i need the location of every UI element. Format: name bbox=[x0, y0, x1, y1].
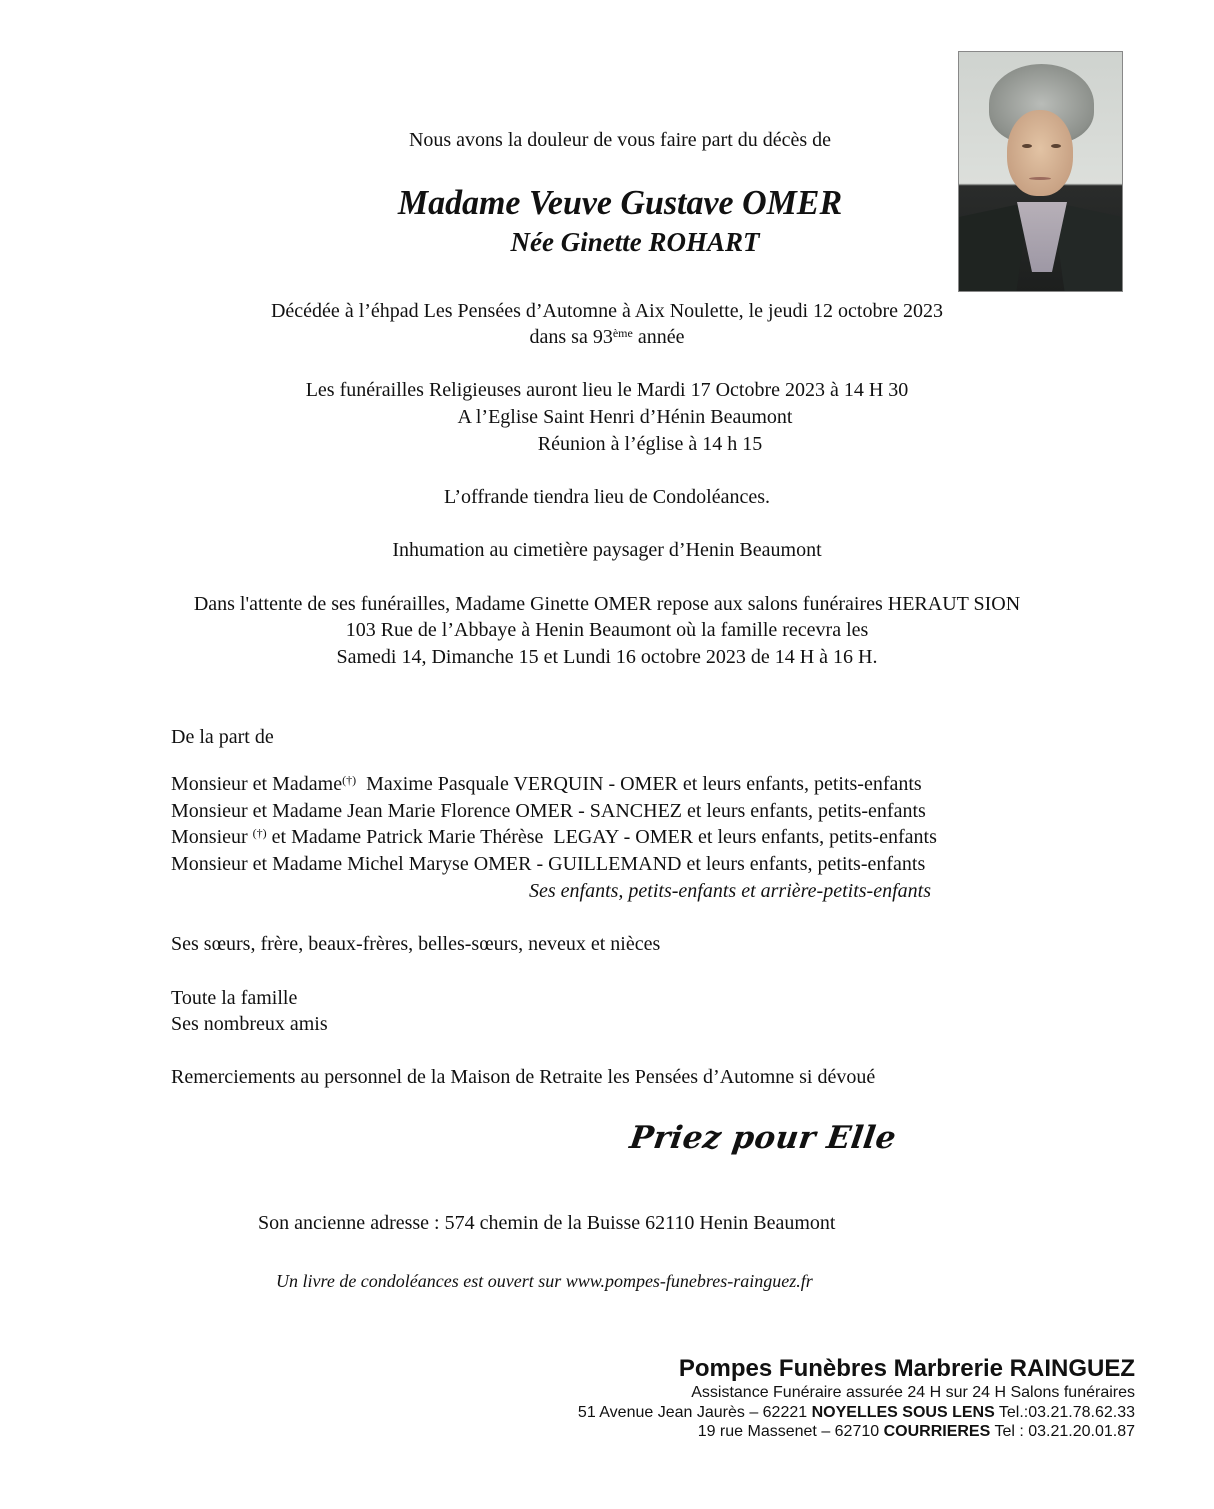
age-line bbox=[0, 324, 1214, 350]
family-text: Monsieur et Madame Jean Marie Florence OMER - SANCHEZ et leurs enfants, petits-enfants bbox=[171, 800, 926, 822]
address-1-city: NOYELLES SOUS LENS bbox=[811, 1403, 995, 1421]
age-prefix: dans sa 93 bbox=[529, 326, 613, 348]
address-1-street: 51 Avenue Jean Jaurès – 62221 bbox=[577, 1403, 812, 1421]
siblings-line: Ses sœurs, frère, beaux-frères, belles-sœurs, neveux et nièces bbox=[171, 933, 661, 955]
assistance-line: Assistance Funéraire assurée 24 H sur 24 H Salons funéraires bbox=[691, 1384, 1135, 1401]
funeral-date: Les funérailles Religieuses auront lieu le Mardi 17 Octobre 2023 à 14 H 30 bbox=[305, 379, 909, 401]
family-line bbox=[171, 851, 925, 877]
address-2-street: 19 rue Massenet – 62710 bbox=[697, 1423, 884, 1440]
former-address: Son ancienne adresse : 574 chemin de la Buisse 62110 Henin Beaumont bbox=[258, 1212, 836, 1234]
deceased-name: Madame Veuve Gustave OMER bbox=[397, 183, 843, 222]
address-line-2 bbox=[578, 1422, 1135, 1442]
deceased-mark: (†) bbox=[342, 773, 357, 787]
photo-face bbox=[1007, 110, 1073, 196]
repose-line-1: Dans l'attente de ses funérailles, Madame Ginette OMER repose aux salons funéraires HERAUT SION bbox=[193, 593, 1021, 615]
friends-line: Ses nombreux amis bbox=[171, 1013, 328, 1035]
prayer-script: Priez pour Elle bbox=[627, 1120, 899, 1156]
offering-note: L’offrande tiendra lieu de Condoléances. bbox=[444, 486, 770, 508]
family-text: Maxime Pasquale VERQUIN - OMER et leurs enfants, petits-enfants bbox=[356, 773, 922, 795]
funeral-home-footer bbox=[578, 1355, 1135, 1442]
repose-line-2: 103 Rue de l’Abbaye à Henin Beaumont où la famille recevra les bbox=[345, 619, 869, 641]
photo-eye-right bbox=[1051, 144, 1061, 148]
death-details: Décédée à l’éhpad Les Pensées d’Automne à Aix Noulette, le jeudi 12 octobre 2023 bbox=[270, 300, 943, 322]
burial-note: Inhumation au cimetière paysager d’Henin Beaumont bbox=[392, 539, 822, 561]
funeral-church: A l’Eglise Saint Henri d’Hénin Beaumont bbox=[457, 406, 793, 428]
family-text: Monsieur et Madame Michel Maryse OMER - GUILLEMAND et leurs enfants, petits-enfants bbox=[171, 853, 926, 875]
whole-family-line: Toute la famille bbox=[171, 987, 298, 1009]
repose-line-3: Samedi 14, Dimanche 15 et Lundi 16 octobre 2023 de 14 H à 16 H. bbox=[336, 646, 878, 668]
family-text: Monsieur bbox=[171, 826, 253, 848]
funeral-gathering: Réunion à l’église à 14 h 15 bbox=[537, 433, 763, 455]
family-line bbox=[171, 824, 937, 850]
from-label: De la part de bbox=[171, 726, 274, 748]
address-2-city: COURRIERES bbox=[883, 1423, 991, 1440]
deceased-mark: (†) bbox=[252, 826, 267, 840]
age-suffix: année bbox=[632, 326, 685, 348]
intro-text: Nous avons la douleur de vous faire part du décès de bbox=[408, 129, 832, 151]
photo-mouth bbox=[1029, 177, 1051, 180]
address-1-phone: Tel.:03.21.78.62.33 bbox=[994, 1403, 1135, 1421]
family-text: Monsieur et Madame bbox=[171, 773, 343, 795]
family-summary: Ses enfants, petits-enfants et arrière-petits-enfants bbox=[529, 880, 931, 902]
age-ordinal: ème bbox=[612, 326, 633, 340]
family-line bbox=[171, 771, 922, 797]
company-name: Pompes Funèbres Marbrerie RAINGUEZ bbox=[678, 1355, 1135, 1382]
deceased-photo bbox=[958, 51, 1123, 292]
birth-name: Née Ginette ROHART bbox=[510, 227, 760, 257]
family-text: et Madame Patrick Marie Thérèse LEGAY - OMER et leurs enfants, petits-enfants bbox=[266, 826, 937, 848]
address-line-1 bbox=[578, 1403, 1135, 1423]
address-2-phone: Tel : 03.21.20.01.87 bbox=[990, 1423, 1135, 1440]
thanks-line: Remerciements au personnel de la Maison de Retraite les Pensées d’Automne si dévoué bbox=[171, 1066, 876, 1088]
photo-collar bbox=[1017, 202, 1067, 272]
condolence-book-note: Un livre de condoléances est ouvert sur www.pompes-funebres-rainguez.fr bbox=[276, 1271, 813, 1291]
photo-eye-left bbox=[1022, 144, 1032, 148]
photo-coat-left bbox=[959, 202, 1029, 292]
family-line bbox=[171, 798, 926, 824]
